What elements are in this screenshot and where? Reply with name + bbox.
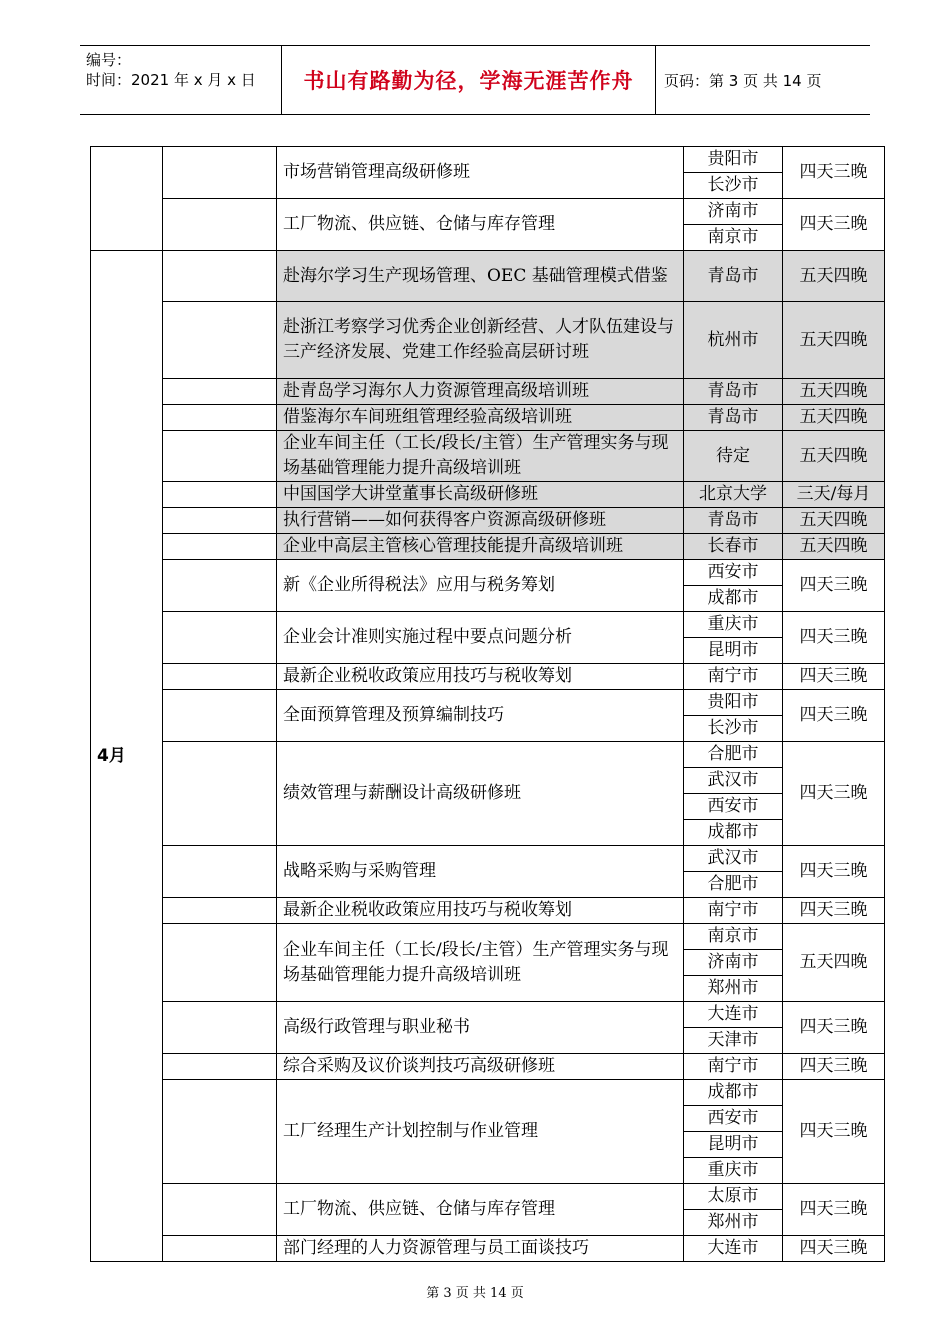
city-cell: 杭州市: [684, 302, 783, 379]
duration-cell: 五天四晚: [783, 508, 885, 534]
blank-cell: [163, 1080, 277, 1184]
blank-cell: [163, 1002, 277, 1054]
city-cell: 成都市: [684, 1080, 783, 1106]
duration-cell: 四天三晚: [783, 846, 885, 898]
duration-cell: 五天四晚: [783, 924, 885, 1002]
city-cell: 南京市: [684, 225, 783, 251]
blank-cell: [163, 664, 277, 690]
table-row: [91, 1236, 885, 1262]
blank-cell: [163, 251, 277, 302]
table-row: [91, 742, 885, 768]
duration-cell: 四天三晚: [783, 898, 885, 924]
course-name: 综合采购及议价谈判技巧高级研修班: [277, 1054, 684, 1080]
city-cell: 大连市: [684, 1002, 783, 1028]
city-cell: 长沙市: [684, 716, 783, 742]
city-cell: 济南市: [684, 199, 783, 225]
table-row: [91, 147, 885, 173]
city-cell: 重庆市: [684, 1158, 783, 1184]
course-name: 赴青岛学习海尔人力资源管理高级培训班: [277, 379, 684, 405]
course-name: 全面预算管理及预算编制技巧: [277, 690, 684, 742]
duration-cell: 五天四晚: [783, 405, 885, 431]
table-row: [91, 251, 885, 302]
table-row: [91, 1002, 885, 1028]
course-name: 企业会计准则实施过程中要点问题分析: [277, 612, 684, 664]
city-cell: 重庆市: [684, 612, 783, 638]
city-cell: 贵阳市: [684, 147, 783, 173]
city-cell: 西安市: [684, 1106, 783, 1132]
city-cell: 太原市: [684, 1184, 783, 1210]
city-cell: 合肥市: [684, 872, 783, 898]
city-cell: 西安市: [684, 560, 783, 586]
course-name: 市场营销管理高级研修班: [277, 147, 684, 199]
course-name: 战略采购与采购管理: [277, 846, 684, 898]
duration-cell: 四天三晚: [783, 1054, 885, 1080]
city-cell: 长春市: [684, 534, 783, 560]
table-row: [91, 1184, 885, 1210]
duration-cell: 四天三晚: [783, 1080, 885, 1184]
duration-cell: 四天三晚: [783, 1002, 885, 1054]
city-cell: 青岛市: [684, 251, 783, 302]
city-cell: 南京市: [684, 924, 783, 950]
header-meta: [80, 46, 282, 114]
blank-cell: [163, 431, 277, 482]
duration-cell: 四天三晚: [783, 664, 885, 690]
course-name: 部门经理的人力资源管理与员工面谈技巧: [277, 1236, 684, 1262]
table-row: [91, 560, 885, 586]
blank-cell: [163, 302, 277, 379]
blank-cell: [163, 560, 277, 612]
course-schedule-table: [90, 146, 885, 1262]
course-name: 赴海尔学习生产现场管理、OEC 基础管理模式借鉴: [277, 251, 684, 302]
city-cell: 南宁市: [684, 1054, 783, 1080]
duration-cell: 四天三晚: [783, 742, 885, 846]
table-row: [91, 405, 885, 431]
city-cell: 武汉市: [684, 768, 783, 794]
course-name: 企业车间主任（工长/段长/主管）生产管理实务与现场基础管理能力提升高级培训班: [277, 924, 684, 1002]
course-name: 绩效管理与薪酬设计高级研修班: [277, 742, 684, 846]
city-cell: 南宁市: [684, 664, 783, 690]
course-name: 高级行政管理与职业秘书: [277, 1002, 684, 1054]
city-cell: 天津市: [684, 1028, 783, 1054]
table-row: [91, 846, 885, 872]
city-cell: 合肥市: [684, 742, 783, 768]
city-cell: 贵阳市: [684, 690, 783, 716]
city-cell: 成都市: [684, 820, 783, 846]
course-name: 执行营销——如何获得客户资源高级研修班: [277, 508, 684, 534]
city-cell: 大连市: [684, 1236, 783, 1262]
city-cell: 郑州市: [684, 976, 783, 1002]
city-cell: 青岛市: [684, 508, 783, 534]
blank-cell: [163, 898, 277, 924]
duration-cell: 五天四晚: [783, 251, 885, 302]
page-header: [80, 45, 870, 115]
table-row: [91, 1054, 885, 1080]
city-cell: 成都市: [684, 586, 783, 612]
blank-cell: [163, 846, 277, 898]
table-row: [91, 612, 885, 638]
city-cell: 昆明市: [684, 1132, 783, 1158]
city-cell: 青岛市: [684, 405, 783, 431]
table-row: [91, 534, 885, 560]
blank-cell: [163, 612, 277, 664]
header-motto: 书山有路勤为径，学海无涯苦作舟: [282, 46, 656, 114]
blank-cell: [163, 1236, 277, 1262]
month-label: 4月: [91, 251, 163, 1262]
table-row: [91, 690, 885, 716]
city-cell: 待定: [684, 431, 783, 482]
table-row: [91, 924, 885, 950]
blank-cell: [163, 199, 277, 251]
blank-cell: [163, 405, 277, 431]
blank-cell: [163, 482, 277, 508]
city-cell: 济南市: [684, 950, 783, 976]
table-row: [91, 898, 885, 924]
city-cell: 长沙市: [684, 173, 783, 199]
table-row: [91, 664, 885, 690]
blank-cell: [163, 534, 277, 560]
duration-cell: 五天四晚: [783, 379, 885, 405]
table-row: [91, 508, 885, 534]
course-name: 借鉴海尔车间班组管理经验高级培训班: [277, 405, 684, 431]
month-cell: [91, 147, 163, 251]
city-cell: 郑州市: [684, 1210, 783, 1236]
table-row: [91, 482, 885, 508]
course-name: 最新企业税收政策应用技巧与税收筹划: [277, 664, 684, 690]
blank-cell: [163, 1054, 277, 1080]
course-name: 中国国学大讲堂董事长高级研修班: [277, 482, 684, 508]
document-number-label: 编号：: [86, 51, 132, 69]
blank-cell: [163, 147, 277, 199]
duration-cell: 四天三晚: [783, 1236, 885, 1262]
course-name: 企业中高层主管核心管理技能提升高级培训班: [277, 534, 684, 560]
duration-cell: 四天三晚: [783, 147, 885, 199]
page-footer: 第 3 页 共 14 页: [426, 1286, 524, 1301]
duration-cell: 四天三晚: [783, 199, 885, 251]
duration-cell: 五天四晚: [783, 431, 885, 482]
course-name: 工厂经理生产计划控制与作业管理: [277, 1080, 684, 1184]
course-name: 新《企业所得税法》应用与税务筹划: [277, 560, 684, 612]
blank-cell: [163, 742, 277, 846]
course-name: 企业车间主任（工长/段长/主管）生产管理实务与现场基础管理能力提升高级培训班: [277, 431, 684, 482]
blank-cell: [163, 1184, 277, 1236]
city-cell: 青岛市: [684, 379, 783, 405]
city-cell: 西安市: [684, 794, 783, 820]
table-row: [91, 379, 885, 405]
blank-cell: [163, 690, 277, 742]
duration-cell: 四天三晚: [783, 560, 885, 612]
table-row: [91, 302, 885, 379]
course-name: 工厂物流、供应链、仓储与库存管理: [277, 1184, 684, 1236]
document-time-label: 时间：2021 年 x 月 x 日: [86, 71, 256, 89]
duration-cell: 四天三晚: [783, 612, 885, 664]
city-cell: 北京大学: [684, 482, 783, 508]
city-cell: 南宁市: [684, 898, 783, 924]
blank-cell: [163, 924, 277, 1002]
duration-cell: 五天四晚: [783, 302, 885, 379]
duration-cell: 五天四晚: [783, 534, 885, 560]
table-row: [91, 199, 885, 225]
course-name: 最新企业税收政策应用技巧与税收筹划: [277, 898, 684, 924]
blank-cell: [163, 379, 277, 405]
course-name: 工厂物流、供应链、仓储与库存管理: [277, 199, 684, 251]
blank-cell: [163, 508, 277, 534]
course-name: 赴浙江考察学习优秀企业创新经营、人才队伍建设与三产经济发展、党建工作经验高层研讨班: [277, 302, 684, 379]
duration-cell: 三天/每月: [783, 482, 885, 508]
header-page-info: 页码：第 3 页 共 14 页: [664, 71, 822, 90]
table-row: [91, 431, 885, 482]
duration-cell: 四天三晚: [783, 690, 885, 742]
table-row: [91, 1080, 885, 1106]
city-cell: 武汉市: [684, 846, 783, 872]
duration-cell: 四天三晚: [783, 1184, 885, 1236]
city-cell: 昆明市: [684, 638, 783, 664]
